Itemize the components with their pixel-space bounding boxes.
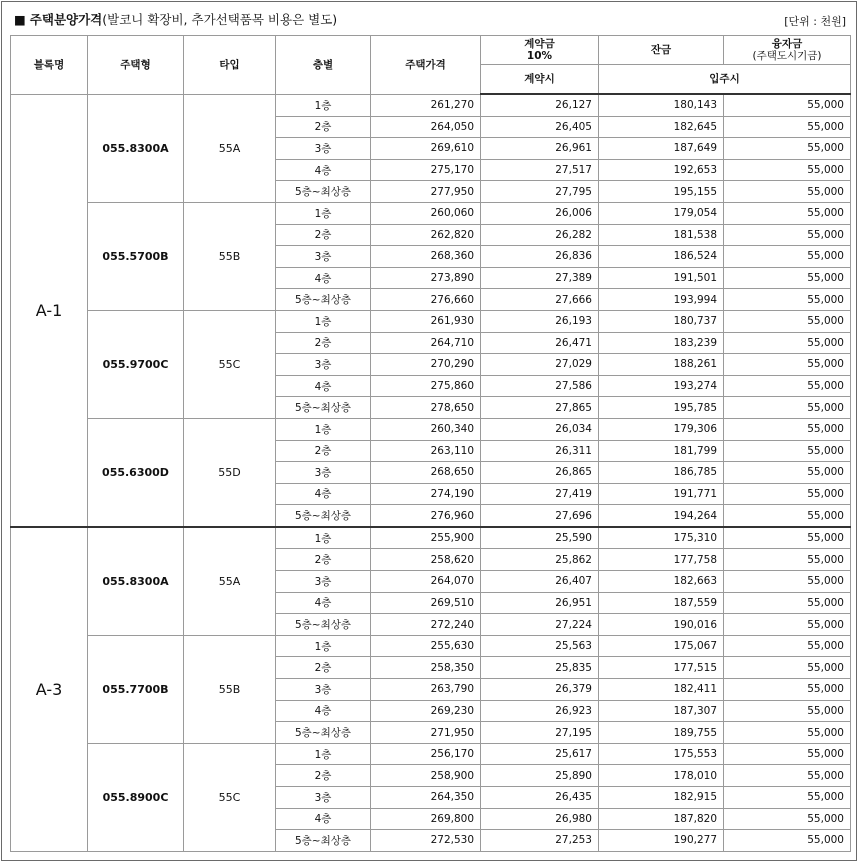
model-cell: 055.8300A [88, 527, 184, 635]
deposit-cell: 27,389 [481, 267, 599, 289]
floor-cell: 5층~최상층 [276, 614, 371, 636]
deposit-cell: 26,311 [481, 440, 599, 462]
floor-cell: 4층 [276, 592, 371, 614]
floor-cell: 3층 [276, 354, 371, 376]
deposit-cell: 26,923 [481, 700, 599, 722]
table-row [11, 94, 851, 116]
price-cell: 277,950 [371, 181, 481, 203]
title-note: (발코니 확장비, 추가선택품목 비용은 별도) [102, 12, 338, 27]
header-at-contract: 계약시 [481, 65, 599, 95]
header-block: 블록명 [11, 36, 88, 95]
floor-cell: 4층 [276, 483, 371, 505]
header-loan-note: (주택도시기금) [752, 50, 822, 62]
floor-cell: 1층 [276, 94, 371, 116]
loan-cell: 55,000 [724, 505, 851, 527]
price-cell: 274,190 [371, 483, 481, 505]
floor-cell: 5층~최상층 [276, 397, 371, 419]
floor-cell: 1층 [276, 418, 371, 440]
loan-cell: 55,000 [724, 116, 851, 138]
price-cell: 275,860 [371, 375, 481, 397]
loan-cell: 55,000 [724, 354, 851, 376]
type-cell: 55A [184, 527, 276, 635]
header-type: 타입 [184, 36, 276, 95]
balance-cell: 179,054 [599, 202, 724, 224]
balance-cell: 194,264 [599, 505, 724, 527]
header-floor: 층별 [276, 36, 371, 95]
balance-cell: 195,785 [599, 397, 724, 419]
deposit-cell: 27,029 [481, 354, 599, 376]
floor-cell: 5층~최상층 [276, 505, 371, 527]
balance-cell: 183,239 [599, 332, 724, 354]
price-cell: 255,900 [371, 527, 481, 549]
balance-cell: 177,758 [599, 549, 724, 571]
balance-cell: 182,411 [599, 679, 724, 701]
deposit-cell: 27,419 [481, 483, 599, 505]
loan-cell: 55,000 [724, 722, 851, 744]
deposit-cell: 26,282 [481, 224, 599, 246]
balance-cell: 175,310 [599, 527, 724, 549]
deposit-cell: 26,961 [481, 138, 599, 160]
floor-cell: 3층 [276, 138, 371, 160]
loan-cell: 55,000 [724, 332, 851, 354]
loan-cell: 55,000 [724, 94, 851, 116]
block-name: A-3 [11, 527, 88, 851]
header-loan-label: 융자금 [771, 38, 803, 50]
price-cell: 261,270 [371, 94, 481, 116]
loan-cell: 55,000 [724, 571, 851, 593]
deposit-cell: 26,405 [481, 116, 599, 138]
balance-cell: 182,915 [599, 787, 724, 809]
loan-cell: 55,000 [724, 743, 851, 765]
loan-cell: 55,000 [724, 418, 851, 440]
loan-cell: 55,000 [724, 549, 851, 571]
floor-cell: 4층 [276, 159, 371, 181]
floor-cell: 1층 [276, 635, 371, 657]
loan-cell: 55,000 [724, 700, 851, 722]
deposit-cell: 26,127 [481, 94, 599, 116]
loan-cell: 55,000 [724, 483, 851, 505]
header-at-movein: 입주시 [599, 65, 851, 95]
deposit-cell: 25,617 [481, 743, 599, 765]
deposit-cell: 27,666 [481, 289, 599, 311]
loan-cell: 55,000 [724, 289, 851, 311]
deposit-cell: 26,193 [481, 310, 599, 332]
floor-cell: 3층 [276, 787, 371, 809]
deposit-cell: 25,835 [481, 657, 599, 679]
floor-cell: 2층 [276, 224, 371, 246]
model-cell: 055.5700B [88, 202, 184, 310]
balance-cell: 179,306 [599, 418, 724, 440]
deposit-cell: 26,951 [481, 592, 599, 614]
balance-cell: 180,737 [599, 310, 724, 332]
balance-cell: 193,274 [599, 375, 724, 397]
floor-cell: 1층 [276, 743, 371, 765]
balance-cell: 187,820 [599, 808, 724, 830]
price-cell: 261,930 [371, 310, 481, 332]
loan-cell: 55,000 [724, 310, 851, 332]
balance-cell: 186,524 [599, 246, 724, 268]
loan-cell: 55,000 [724, 808, 851, 830]
model-cell: 055.8900C [88, 743, 184, 851]
balance-cell: 175,553 [599, 743, 724, 765]
floor-cell: 1층 [276, 202, 371, 224]
balance-cell: 178,010 [599, 765, 724, 787]
price-cell: 258,350 [371, 657, 481, 679]
price-cell: 272,530 [371, 830, 481, 852]
table-header [11, 36, 851, 95]
loan-cell: 55,000 [724, 159, 851, 181]
floor-cell: 2층 [276, 549, 371, 571]
price-cell: 264,070 [371, 571, 481, 593]
price-cell: 264,710 [371, 332, 481, 354]
balance-cell: 191,771 [599, 483, 724, 505]
price-cell: 260,060 [371, 202, 481, 224]
balance-cell: 187,649 [599, 138, 724, 160]
table-row [11, 310, 851, 332]
deposit-cell: 27,586 [481, 375, 599, 397]
floor-cell: 2층 [276, 116, 371, 138]
table-body [11, 94, 851, 851]
floor-cell: 2층 [276, 440, 371, 462]
deposit-cell: 26,034 [481, 418, 599, 440]
floor-cell: 5층~최상층 [276, 181, 371, 203]
header-price: 주택가격 [371, 36, 481, 95]
document-title [14, 10, 337, 28]
loan-cell: 55,000 [724, 440, 851, 462]
balance-cell: 180,143 [599, 94, 724, 116]
price-cell: 263,790 [371, 679, 481, 701]
balance-cell: 195,155 [599, 181, 724, 203]
price-cell: 258,620 [371, 549, 481, 571]
loan-cell: 55,000 [724, 181, 851, 203]
price-cell: 258,900 [371, 765, 481, 787]
deposit-cell: 27,195 [481, 722, 599, 744]
floor-cell: 2층 [276, 332, 371, 354]
floor-cell: 3층 [276, 571, 371, 593]
loan-cell: 55,000 [724, 765, 851, 787]
deposit-cell: 27,517 [481, 159, 599, 181]
loan-cell: 55,000 [724, 246, 851, 268]
loan-cell: 55,000 [724, 657, 851, 679]
balance-cell: 182,663 [599, 571, 724, 593]
balance-cell: 175,067 [599, 635, 724, 657]
deposit-cell: 26,379 [481, 679, 599, 701]
price-cell: 272,240 [371, 614, 481, 636]
floor-cell: 5층~최상층 [276, 830, 371, 852]
loan-cell: 55,000 [724, 592, 851, 614]
loan-cell: 55,000 [724, 527, 851, 549]
deposit-cell: 25,563 [481, 635, 599, 657]
model-cell: 055.7700B [88, 635, 184, 743]
balance-cell: 181,799 [599, 440, 724, 462]
deposit-cell: 27,224 [481, 614, 599, 636]
type-cell: 55B [184, 202, 276, 310]
model-cell: 055.9700C [88, 310, 184, 418]
loan-cell: 55,000 [724, 224, 851, 246]
header-deposit [481, 36, 599, 65]
floor-cell: 3층 [276, 246, 371, 268]
price-cell: 268,360 [371, 246, 481, 268]
deposit-cell: 26,865 [481, 462, 599, 484]
deposit-cell: 26,407 [481, 571, 599, 593]
deposit-cell: 26,006 [481, 202, 599, 224]
balance-cell: 188,261 [599, 354, 724, 376]
balance-cell: 191,501 [599, 267, 724, 289]
table-row [11, 527, 851, 549]
balance-cell: 187,559 [599, 592, 724, 614]
deposit-cell: 27,253 [481, 830, 599, 852]
header-loan [724, 36, 851, 65]
deposit-cell: 27,795 [481, 181, 599, 203]
floor-cell: 4층 [276, 375, 371, 397]
balance-cell: 189,755 [599, 722, 724, 744]
balance-cell: 182,645 [599, 116, 724, 138]
floor-cell: 4층 [276, 808, 371, 830]
floor-cell: 2층 [276, 657, 371, 679]
type-cell: 55A [184, 94, 276, 202]
price-cell: 275,170 [371, 159, 481, 181]
price-cell: 269,800 [371, 808, 481, 830]
type-cell: 55C [184, 743, 276, 851]
balance-cell: 190,277 [599, 830, 724, 852]
floor-cell: 1층 [276, 310, 371, 332]
balance-cell: 187,307 [599, 700, 724, 722]
header-deposit-label: 계약금 [524, 38, 555, 50]
price-cell: 264,050 [371, 116, 481, 138]
price-cell: 273,890 [371, 267, 481, 289]
type-cell: 55B [184, 635, 276, 743]
model-cell: 055.6300D [88, 418, 184, 526]
deposit-cell: 25,862 [481, 549, 599, 571]
unit-label: [단위 : 천원] [784, 15, 846, 28]
price-cell: 269,510 [371, 592, 481, 614]
header-deposit-rate: 10% [526, 50, 553, 62]
balance-cell: 177,515 [599, 657, 724, 679]
price-cell: 264,350 [371, 787, 481, 809]
price-cell: 268,650 [371, 462, 481, 484]
balance-cell: 181,538 [599, 224, 724, 246]
price-cell: 270,290 [371, 354, 481, 376]
deposit-cell: 27,696 [481, 505, 599, 527]
deposit-cell: 26,836 [481, 246, 599, 268]
balance-cell: 193,994 [599, 289, 724, 311]
table-row [11, 743, 851, 765]
price-cell: 271,950 [371, 722, 481, 744]
balance-cell: 192,653 [599, 159, 724, 181]
deposit-cell: 26,471 [481, 332, 599, 354]
deposit-cell: 26,435 [481, 787, 599, 809]
header-model: 주택형 [88, 36, 184, 95]
price-cell: 256,170 [371, 743, 481, 765]
price-cell: 263,110 [371, 440, 481, 462]
deposit-cell: 25,890 [481, 765, 599, 787]
floor-cell: 2층 [276, 765, 371, 787]
floor-cell: 3층 [276, 679, 371, 701]
floor-cell: 3층 [276, 462, 371, 484]
floor-cell: 5층~최상층 [276, 289, 371, 311]
loan-cell: 55,000 [724, 679, 851, 701]
type-cell: 55C [184, 310, 276, 418]
loan-cell: 55,000 [724, 138, 851, 160]
table-row [11, 202, 851, 224]
title-bold: 주택분양가격 [29, 12, 103, 27]
loan-cell: 55,000 [724, 397, 851, 419]
price-table [10, 35, 851, 852]
table-row [11, 635, 851, 657]
price-cell: 276,960 [371, 505, 481, 527]
loan-cell: 55,000 [724, 614, 851, 636]
floor-cell: 4층 [276, 700, 371, 722]
loan-cell: 55,000 [724, 462, 851, 484]
balance-cell: 186,785 [599, 462, 724, 484]
block-name: A-1 [11, 94, 88, 527]
table-row [11, 418, 851, 440]
deposit-cell: 27,865 [481, 397, 599, 419]
deposit-cell: 25,590 [481, 527, 599, 549]
floor-cell: 4층 [276, 267, 371, 289]
price-cell: 269,230 [371, 700, 481, 722]
floor-cell: 1층 [276, 527, 371, 549]
price-cell: 276,660 [371, 289, 481, 311]
type-cell: 55D [184, 418, 276, 526]
loan-cell: 55,000 [724, 202, 851, 224]
price-cell: 262,820 [371, 224, 481, 246]
deposit-cell: 26,980 [481, 808, 599, 830]
floor-cell: 5층~최상층 [276, 722, 371, 744]
loan-cell: 55,000 [724, 830, 851, 852]
loan-cell: 55,000 [724, 267, 851, 289]
model-cell: 055.8300A [88, 94, 184, 202]
balance-cell: 190,016 [599, 614, 724, 636]
price-cell: 269,610 [371, 138, 481, 160]
loan-cell: 55,000 [724, 635, 851, 657]
loan-cell: 55,000 [724, 375, 851, 397]
price-cell: 255,630 [371, 635, 481, 657]
square-bullet-icon: ■ [14, 12, 26, 27]
price-cell: 260,340 [371, 418, 481, 440]
loan-cell: 55,000 [724, 787, 851, 809]
header-balance: 잔금 [599, 36, 724, 65]
price-cell: 278,650 [371, 397, 481, 419]
